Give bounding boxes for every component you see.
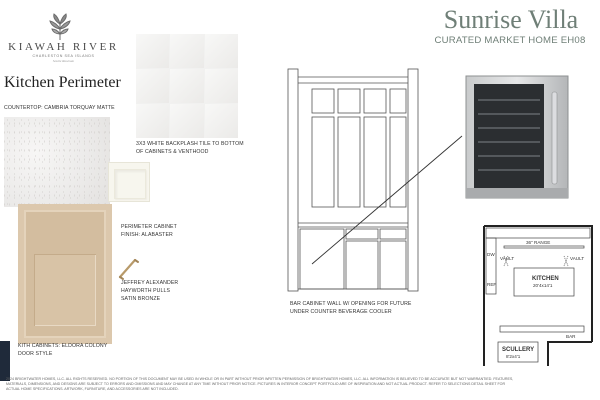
backsplash-label [136, 141, 286, 157]
bar-cabinet-elevation-drawing [284, 65, 422, 295]
beverage-cooler-image [464, 74, 570, 200]
fp-ref-label: REF [487, 282, 497, 287]
brand-subline: CHARLESTON SEA ISLANDS [32, 54, 95, 58]
kith-cabinet-door-swatch [18, 204, 112, 344]
door-label-line2: DOOR STYLE [18, 350, 53, 357]
countertop-swatch [4, 117, 110, 207]
fp-scullery-dims: 8'2x4'1 [506, 354, 521, 359]
fp-range-label: 36" RANGE [526, 240, 551, 245]
backsplash-tile-swatch [136, 34, 238, 138]
fp-dw-label: DW [487, 252, 495, 257]
countertop-label: COUNTERTOP: CAMBRIA TORQUAY MATTE [4, 105, 115, 111]
kiawah-river-leaf-logo-icon [45, 12, 75, 42]
fp-scullery-label: SCULLERY [502, 347, 535, 353]
elevation-label-line2: UNDER COUNTER BEVERAGE COOLER [290, 308, 392, 315]
backsplash-label-line2: OF CABINETS & VENTHOOD [136, 148, 209, 155]
fp-vault-label-2: VAULT [570, 256, 585, 261]
elevation-label-line1: BAR CABINET WALL W/ OPENING FOR FUTURE [290, 301, 412, 307]
backsplash-label-line1: 3X3 WHITE BACKPLASH TILE TO BOTTOM [136, 141, 244, 147]
pulls-label-line3: SATIN BRONZE [121, 295, 161, 302]
pulls-label [121, 280, 211, 303]
section-title: Kitchen Perimeter [4, 74, 121, 91]
fp-bar-label: BAR [566, 334, 576, 339]
fp-kitchen-label: KITCHEN [532, 276, 559, 282]
fp-vault-label-1: VAULT [500, 256, 515, 261]
pulls-label-line2: HAYWORTH PULLS [121, 287, 171, 294]
pulls-label-line1: JEFFREY ALEXANDER [121, 280, 179, 286]
brand-tagline: Soutie Rawman [52, 59, 75, 63]
cabinet-pull-icon [117, 255, 141, 281]
door-style-label [18, 343, 118, 359]
project-title: Sunrise Villa [443, 5, 579, 34]
brand-name: KIAWAH RIVER [8, 41, 119, 53]
perimeter-cabinet-label [121, 224, 211, 240]
disclaimer-line3: ACTUAL HOME SPECIFICATIONS. ARTWORK, FURNITURE, AND ACCESSORIES ARE NOT INCLUDED. [6, 387, 179, 392]
project-subtitle: CURATED MARKET HOME EH08 [434, 35, 586, 46]
side-tab[interactable] [0, 341, 10, 381]
disclaimer-line1: 2024 BRIGHTWATER HOMES, LLC. ALL RIGHTS RESERVED. NO PORTION OF THIS DOCUMENT MAY BE USED IN WHOLE OR IN PART WITHOUT PRIOR WRITTEN PERMISSION OF BRIGHTWATER HOMES, LLC. ALL INFORMATION IS BELIEVED TO BE ACCURATE BUT NOT WARRANTIED. FEATURES, [6, 377, 514, 381]
disclaimer-line2: MATERIALS, DIMENSIONS, AND DESIGNS ARE SUBJECT TO ERRORS AND OMISSIONS AND MAY CHANGE AT ANY TIME WITHOUT PRIOR NOTICE. PICTURES IN INTERIOR CONCEPT PORTFOLIO ARE OF INSPIRATION AND NOT ACTUAL PRODUCT. REFER TO SELECTIONS DETAIL SHEET FOR [6, 382, 506, 387]
door-label-line1: KITH CABINETS: ELDORA COLONY [18, 343, 108, 349]
elevation-label [290, 301, 450, 317]
perimeter-label-line2: FINISH: ALABASTER [121, 231, 173, 238]
perimeter-cabinet-swatch [108, 162, 150, 202]
fp-kitchen-dims: 20'4x14'1 [533, 283, 553, 288]
kitchen-floorplan-drawing [478, 216, 598, 368]
legal-disclaimer [6, 377, 596, 393]
perimeter-label-line1: PERIMETER CABINET [121, 224, 177, 230]
